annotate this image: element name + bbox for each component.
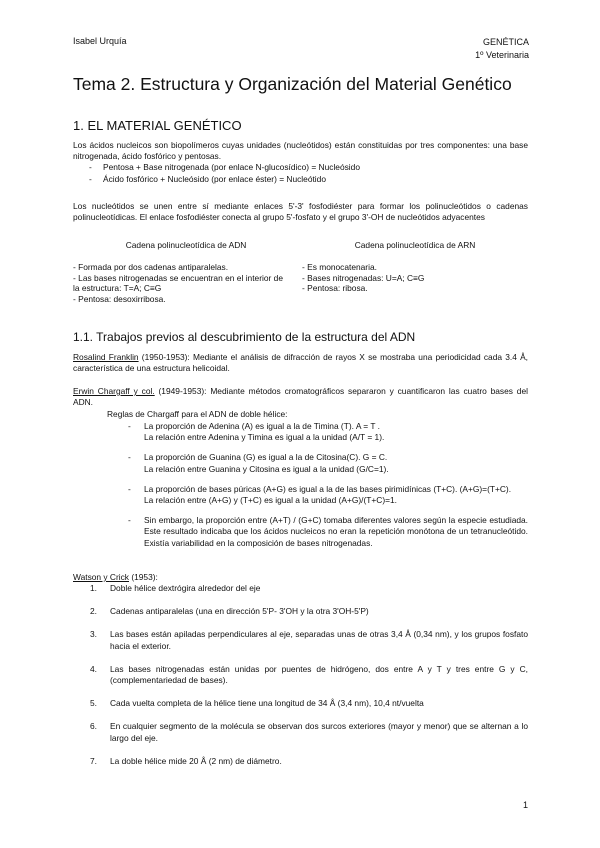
section-heading-previous-work: 1.1. Trabajos previos al descubrimiento de la estructura del ADN bbox=[73, 330, 416, 344]
adn-column bbox=[73, 262, 283, 304]
list-item: 6. En cualquier segmento de la molécula se observan dos surcos exteriores (mayor y menor) que se alternan a lo largo del eje. bbox=[90, 721, 528, 743]
list-item-text: Las bases nitrogenadas están unidas por puentes de hidrógeno, dos entre A y T y tres entre G y C, (complementariedad de bases). bbox=[110, 663, 528, 686]
rule-line: - La proporción de bases púricas (A+G) es igual a la de las bases pirimidínicas (T+C). (A+G)=(T+C). bbox=[144, 483, 512, 494]
bond-paragraph: Los nucleótidos se unen entre sí mediante enlaces 5'-3' fosfodiéster para formar los polinucleótidos o cadenas polinucleotídicas. El enlace fosfodiéster conecta al grupo 5'-fosfato y el grupo 3'-OH de nucleótidos adyacentes bbox=[73, 201, 528, 223]
rule-line: - Sin embargo, la proporción entre (A+T) / (G+C) tomaba diferentes valores según la especie estudiada. Este resultado indicaba que los ácidos nucleicos no eran la repetición monótona de un tetranucleótido. Existía variabilidad en la composición de bases nitrogenadas. bbox=[144, 515, 528, 548]
list-item-text: Doble hélice dextrógira alrededor del eje bbox=[110, 583, 261, 593]
rule-line: - La proporción de Guanina (G) es igual a la de Citosina(C). G = C. bbox=[144, 452, 388, 463]
bullet-nucleoside: - Pentosa + Base nitrogenada (por enlace N-glucosídico) = Nucleósido bbox=[73, 162, 528, 173]
franklin-paragraph bbox=[73, 352, 528, 374]
watson-crick-paragraph bbox=[73, 572, 528, 583]
watson-crick-list bbox=[73, 583, 528, 767]
list-item-text: En cualquier segmento de la molécula se observan dos surcos exteriores (mayor y menor) que se alternan a lo largo del eje. bbox=[110, 721, 528, 743]
bullet-nucleotide: - Ácido fosfórico + Nucleósido (por enlace éster) = Nucleótido bbox=[73, 174, 528, 185]
chargaff-rule bbox=[73, 484, 528, 506]
list-item: 3. Las bases están apiladas perpendiculares al eje, separadas unas de otras 3,4 Å (0,34 nm), y los grupos fosfato hacia el exterior. bbox=[90, 629, 528, 651]
watson-crick-text: (1953): bbox=[129, 572, 158, 582]
adn-item: - Las bases nitrogenadas se encuentran en el interior de la estructura: T=A; C≡G bbox=[73, 272, 283, 293]
list-item: 2. Cadenas antiparalelas (una en dirección 5'P- 3'OH y la otra 3'OH-5'P) bbox=[90, 606, 369, 617]
list-item-text: La doble hélice mide 20 Å (2 nm) de diámetro. bbox=[110, 755, 282, 766]
rule-line: - La proporción de Adenina (A) es igual a la de Timina (T). A = T . bbox=[144, 421, 380, 431]
franklin-text: (1950-1953): Mediante el análisis de difracción de rayos X se mostraba una periodicidad cada 3.4 Å, característica de una estructura helicoidal. bbox=[73, 352, 528, 374]
arn-column-heading: Cadena polinucleotídica de ARN bbox=[354, 240, 476, 250]
adn-item: - Pentosa: desoxirribosa. bbox=[73, 293, 166, 304]
adn-column-heading: Cadena polinucleotídica de ADN bbox=[125, 240, 247, 250]
adn-item: - Formada por dos cadenas antiparalelas. bbox=[73, 262, 229, 272]
chargaff-rules-intro: Reglas de Chargaff para el ADN de doble hélice: bbox=[107, 409, 288, 419]
arn-column bbox=[302, 262, 512, 294]
arn-item: - Bases nitrogenadas: U=A; C≡G bbox=[302, 272, 425, 283]
list-item-text: Cada vuelta completa de la hélice tiene una longitud de 34 Å (3,4 nm), 10,4 nt/vuelta bbox=[110, 698, 424, 709]
list-item-text: Las bases están apiladas perpendiculares al eje, separadas unas de otras 3,4 Å (0,34 nm), y los grupos fosfato hacia el exterior. bbox=[110, 629, 528, 651]
list-item: 1. Doble hélice dextrógira alrededor del eje bbox=[90, 583, 261, 593]
chargaff-paragraph bbox=[73, 386, 528, 408]
chargaff-rule bbox=[73, 452, 528, 474]
header-course: 1º Veterinaria bbox=[475, 50, 529, 60]
rule-line: La relación entre (A+G) y (T+C) es igual a la unidad (A+G)/(T+C)=1. bbox=[144, 495, 397, 506]
page-number: 1 bbox=[522, 800, 528, 810]
franklin-name: Rosalind Franklin bbox=[73, 352, 139, 362]
list-item: 7. La doble hélice mide 20 Å (2 nm) de diámetro. bbox=[90, 755, 282, 766]
rule-line: La relación entre Guanina y Citosina es igual a la unidad (G/C=1). bbox=[144, 463, 389, 474]
chargaff-rules-list bbox=[73, 421, 528, 549]
arn-item: - Pentosa: ribosa. bbox=[302, 283, 368, 293]
chargaff-rule bbox=[73, 515, 528, 549]
rule-line: La relación entre Adenina y Timina es igual a la unidad (A/T = 1). bbox=[144, 432, 385, 443]
section-heading-material: 1. EL MATERIAL GENÉTICO bbox=[73, 118, 242, 133]
chargaff-rule bbox=[73, 421, 528, 443]
header-author: Isabel Urquía bbox=[73, 36, 127, 46]
intro-paragraph bbox=[73, 140, 528, 185]
chargaff-text: (1949-1953): Mediante métodos cromatográficos separaron y cuantificaron las cuatro bases del ADN. bbox=[73, 386, 528, 408]
chargaff-name: Erwin Chargaff y col. bbox=[73, 386, 155, 396]
header-subject: GENÉTICA bbox=[482, 37, 529, 47]
header-right bbox=[475, 36, 529, 62]
watson-crick-name: Watson y Crick bbox=[73, 572, 129, 582]
page-title: Tema 2. Estructura y Organización del Material Genético bbox=[73, 74, 512, 94]
list-item: 4. Las bases nitrogenadas están unidas por puentes de hidrógeno, dos entre A y T y tres entre G y C, (complementariedad de bases). bbox=[90, 663, 528, 686]
list-item-text: Cadenas antiparalelas (una en dirección 5'P- 3'OH y la otra 3'OH-5'P) bbox=[110, 606, 369, 617]
arn-item: - Es monocatenaria. bbox=[302, 262, 377, 272]
intro-text: Los ácidos nucleicos son biopolímeros cuyas unidades (nucleótidos) están constituidas por tres componentes: una base nitrogenada, ácido fosfórico y pentosas. bbox=[73, 140, 528, 162]
list-item: 5. Cada vuelta completa de la hélice tiene una longitud de 34 Å (3,4 nm), 10,4 nt/vuelta bbox=[90, 698, 424, 709]
